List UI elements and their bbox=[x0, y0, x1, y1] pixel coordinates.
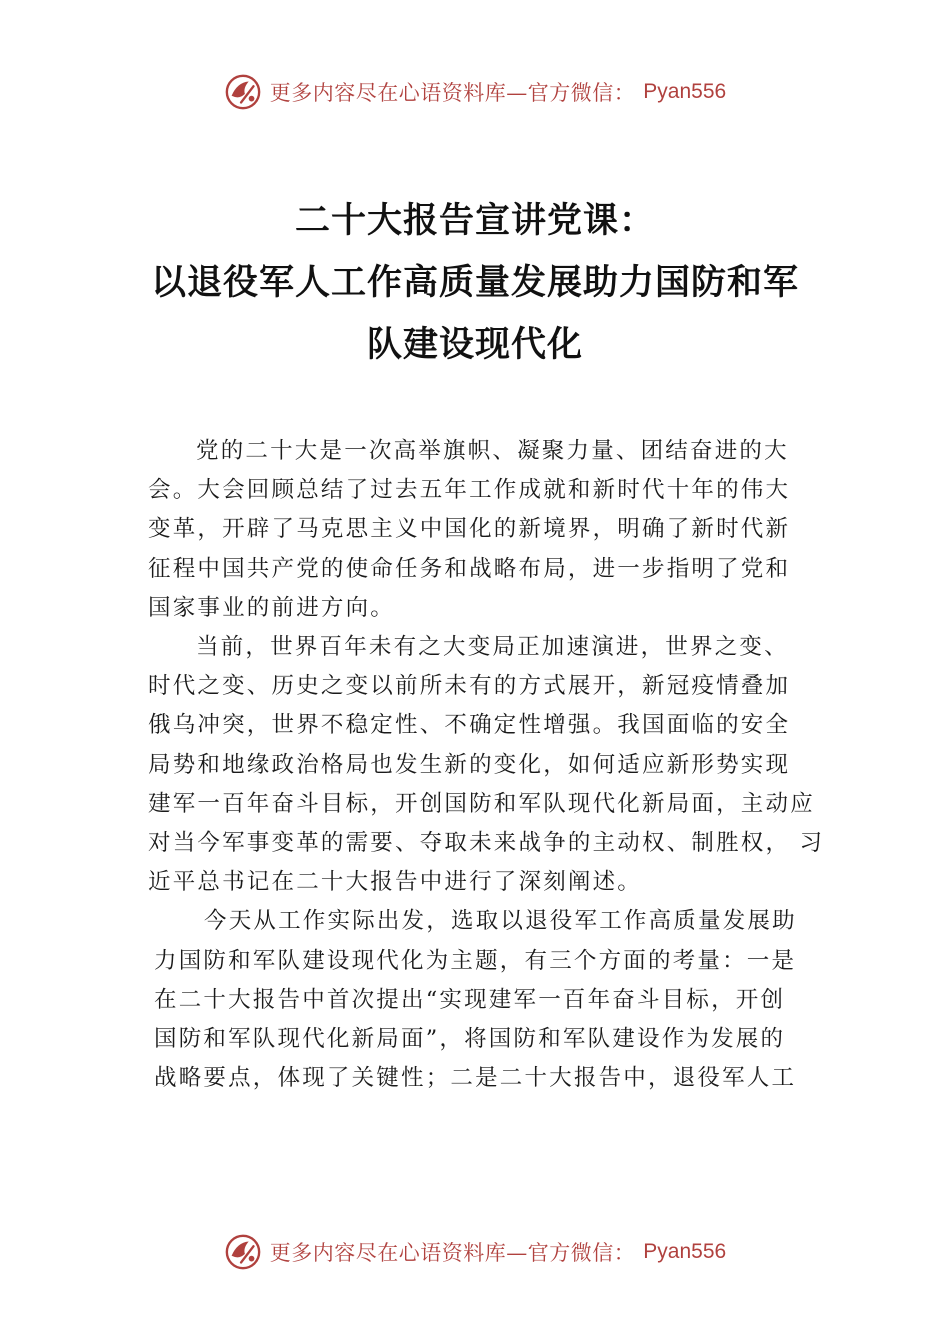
paragraph-line: 近平总书记在二十大报告中进行了深刻阐述。 bbox=[148, 869, 643, 896]
document-body bbox=[148, 432, 825, 1098]
paragraph-2 bbox=[148, 628, 825, 902]
paragraph-line: 对当今军事变革的需要、夺取未来战争的主动权、制胜权， 习 bbox=[148, 830, 825, 857]
banner-text: 更多内容尽在心语资料库—官方微信： bbox=[269, 81, 636, 105]
document-title bbox=[0, 190, 950, 376]
banner-wechat-id: Pyan556 bbox=[643, 80, 727, 103]
title-line-2: 以退役军人工作高质量发展助力国防和军 bbox=[150, 262, 799, 303]
paragraph-line: 力国防和军队建设现代化为主题，有三个方面的考量：一是 bbox=[154, 947, 797, 974]
title-line-1: 二十大报告宣讲党课： bbox=[294, 200, 655, 241]
banner-text: 更多内容尽在心语资料库—官方微信： bbox=[269, 1241, 636, 1265]
red-seal-logo-icon bbox=[224, 1233, 262, 1271]
paragraph-line: 时代之变、历史之变以前所未有的方式展开，新冠疫情叠加 bbox=[148, 673, 791, 700]
paragraph-line: 变革，开辟了马克思主义中国化的新境界，明确了新时代新 bbox=[148, 516, 791, 543]
footer-banner bbox=[0, 1230, 950, 1274]
red-seal-logo-icon bbox=[224, 73, 262, 111]
header-banner bbox=[0, 70, 950, 114]
title-line-3: 队建设现代化 bbox=[366, 324, 583, 365]
paragraph-line: 国防和军队现代化新局面”，将国防和军队建设作为发展的 bbox=[154, 1026, 786, 1053]
paragraph-line: 党的二十大是一次高举旗帜、凝聚力量、团结奋进的大 bbox=[196, 438, 789, 464]
banner-wechat-id: Pyan556 bbox=[643, 1240, 727, 1263]
paragraph-line: 俄乌冲突，世界不稳定性、不确定性增强。我国面临的安全 bbox=[148, 712, 791, 739]
paragraph-line: 局势和地缘政治格局也发生新的变化，如何适应新形势实现 bbox=[148, 751, 791, 778]
paragraph-line: 今天从工作实际出发，选取以退役军工作高质量发展助 bbox=[204, 908, 797, 935]
paragraph-3 bbox=[148, 902, 810, 1098]
paragraph-1 bbox=[148, 432, 810, 628]
paragraph-line: 征程中国共产党的使命任务和战略布局，进一步指明了党和 bbox=[148, 555, 791, 582]
paragraph-line: 在二十大报告中首次提出“实现建军一百年奋斗目标，开创 bbox=[154, 986, 786, 1013]
paragraph-line: 国家事业的前进方向。 bbox=[148, 594, 396, 621]
paragraph-line: 战略要点，体现了关键性；二是二十大报告中，退役军人工 bbox=[154, 1065, 797, 1092]
paragraph-line: 当前，世界百年未有之大变局正加速演进，世界之变、 bbox=[196, 634, 789, 661]
paragraph-line: 会。大会回顾总结了过去五年工作成就和新时代十年的伟大 bbox=[148, 477, 791, 504]
paragraph-line: 建军一百年奋斗目标，开创国防和军队现代化新局面，主动应 bbox=[148, 790, 815, 817]
